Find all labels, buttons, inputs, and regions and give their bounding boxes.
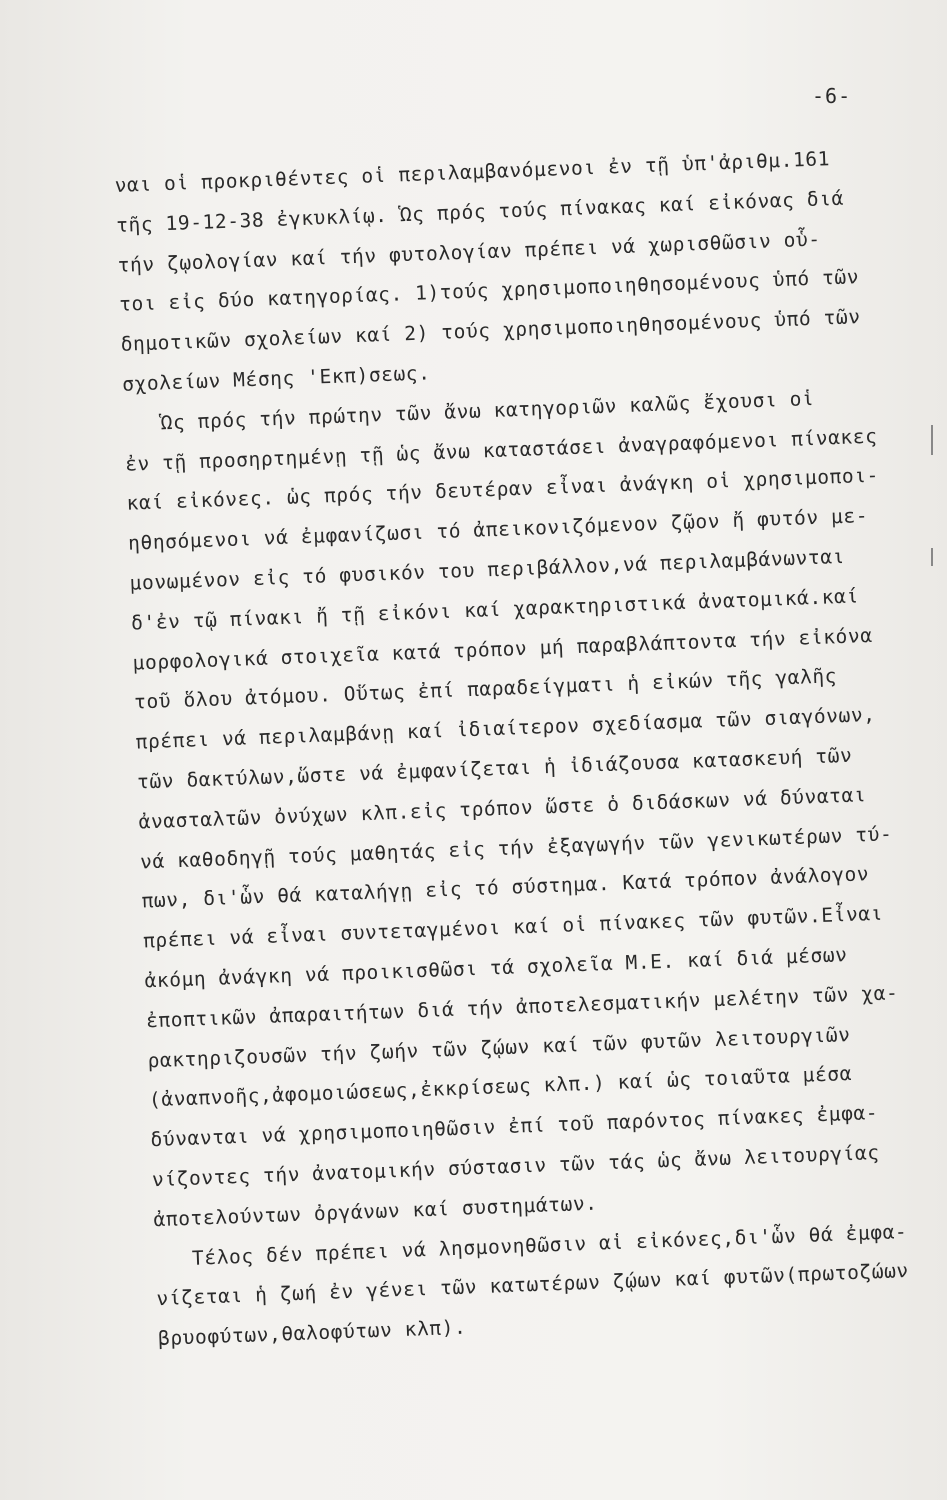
text-line: σχολείων Μέσης 'Εκπ)σεως. xyxy=(121,361,431,396)
text-line: τῶν δακτύλων,ὥστε νά ἐμφανίζεται ἡ ἰδιάζουσα κατασκευή τῶν xyxy=(136,743,853,794)
page-number: -6- xyxy=(812,84,852,108)
text-line: μορφολογικά στοιχεῖα κατά τρόπον μή παραβλάπτοντα τήν εἰκόνα xyxy=(132,623,873,675)
text-line: ἀκόμη ἀνάγκη νά προικισθῶσι τά σχολεῖα Μ.Ε. καί διά μέσων xyxy=(144,942,848,993)
text-line: ναι οἱ προκριθέντες οἱ περιλαμβανόμενοι ἐν τῇ ὑπ'ἀριθμ.161 xyxy=(114,147,831,197)
text-line: (ἀναπνοῆς,ἀφομοιώσεως,ἐκκρίσεως κλπ.) καί ὡς τοιαῦτα μέσα xyxy=(148,1062,853,1112)
text-line: πρέπει νά περιλαμβάνῃ καί ἰδιαίτερον σχεδίασμα τῶν σιαγόνων, xyxy=(135,702,876,754)
text-line: ηθησόμενοι νά ἐμφανίζωσι τό ἀπεικονιζόμενον ζῷον ἤ φυτόν με- xyxy=(127,504,869,555)
text-line: τῆς 19-12-38 ἐγκυκλίῳ. Ὡς πρός τούς πίνακας καί εἰκόνας διά xyxy=(115,186,845,237)
text-line: ρακτηριζουσῶν τήν ζωήν τῶν ζῴων καί τῶν φυτῶν λειτουργιῶν xyxy=(147,1022,851,1072)
margin-mark xyxy=(931,425,933,455)
text-line: Τέλος δέν πρέπει νά λησμονηθῶσιν αἱ εἰκόνες,δι'ὧν θά ἐμφα- xyxy=(154,1219,908,1271)
text-line: Ὡς πρός τήν πρώτην τῶν ἄνω κατηγοριῶν καλῶς ἔχουσι οἱ xyxy=(123,386,815,436)
text-line: ἀνασταλτῶν ὀνύχων κλπ.εἰς τρόπον ὥστε ὁ διδάσκων νά δύναται xyxy=(138,782,867,834)
text-line: νίζεται ἡ ζωή ἐν γένει τῶν κατωτέρων ζῴων καί φυτῶν(πρωτοζώων xyxy=(156,1259,910,1311)
text-line: δύνανται νά χρησιμοποιηθῶσιν ἐπί τοῦ παρόντος πίνακες ἐμφα- xyxy=(150,1101,879,1152)
text-line: νίζοντες τήν ἀνατομικήν σύστασιν τῶν τάς ὡς ἄνω λειτουργίας xyxy=(151,1140,881,1192)
text-line: δημοτικῶν σχολείων καί 2) τούς χρησιμοποιηθησομένους ὑπό τῶν xyxy=(120,305,862,357)
text-line: καί εἰκόνες. ὡς πρός τήν δευτέραν εἶναι ἀνάγκη οἱ χρησιμοποι- xyxy=(126,463,880,516)
text-line: νά καθοδηγῇ τούς μαθητάς εἰς τήν ἐξαγωγήν τῶν γενικωτέρων τύ- xyxy=(139,821,893,874)
text-line: τοι εἰς δύο κατηγορίας. 1)τούς χρησιμοποιηθησομένους ὑπό τῶν xyxy=(118,265,860,317)
body-text xyxy=(114,136,947,1359)
text-line: ἐν τῇ προσηρτημένῃ τῇ ὡς ἄνω καταστάσει ἀναγραφόμενοι πίνακες xyxy=(124,424,878,476)
text-line: πων, δι'ὧν θά καταλήγῃ εἰς τό σύστημα. Κατά τρόπον ἀνάλογον xyxy=(141,862,870,913)
text-line: ἐποπτικῶν ἀπαραιτήτων διά τήν ἀποτελεσματικήν μελέτην τῶν χα- xyxy=(145,980,899,1033)
margin-mark xyxy=(931,548,933,566)
text-line: ἀποτελούντων ὀργάνων καί συστημάτων. xyxy=(153,1191,598,1231)
text-line: μονωμένον εἰς τό φυσικόν του περιβάλλον,νά περιλαμβάνωνται xyxy=(129,544,846,595)
text-line: πρέπει νά εἶναι συντεταγμένοι καί οἱ πίνακες τῶν φυτῶν.Εἶναι xyxy=(142,901,884,953)
text-line: τοῦ ὅλου ἀτόμου. Οὕτως ἐπί παραδείγματι ἡ εἰκών τῆς γαλῆς xyxy=(133,664,838,714)
text-line: δ'ἐν τῷ πίνακι ἤ τῇ εἰκόνι καί χαρακτηριστικά ἀνατομικά.καί xyxy=(130,584,860,635)
text-line: βρυοφύτων,θαλοφύτων κλπ). xyxy=(157,1315,467,1351)
text-line: τήν ζῳολογίαν καί τήν φυτολογίαν πρέπει νά χωρισθῶσιν οὗ- xyxy=(117,227,822,277)
